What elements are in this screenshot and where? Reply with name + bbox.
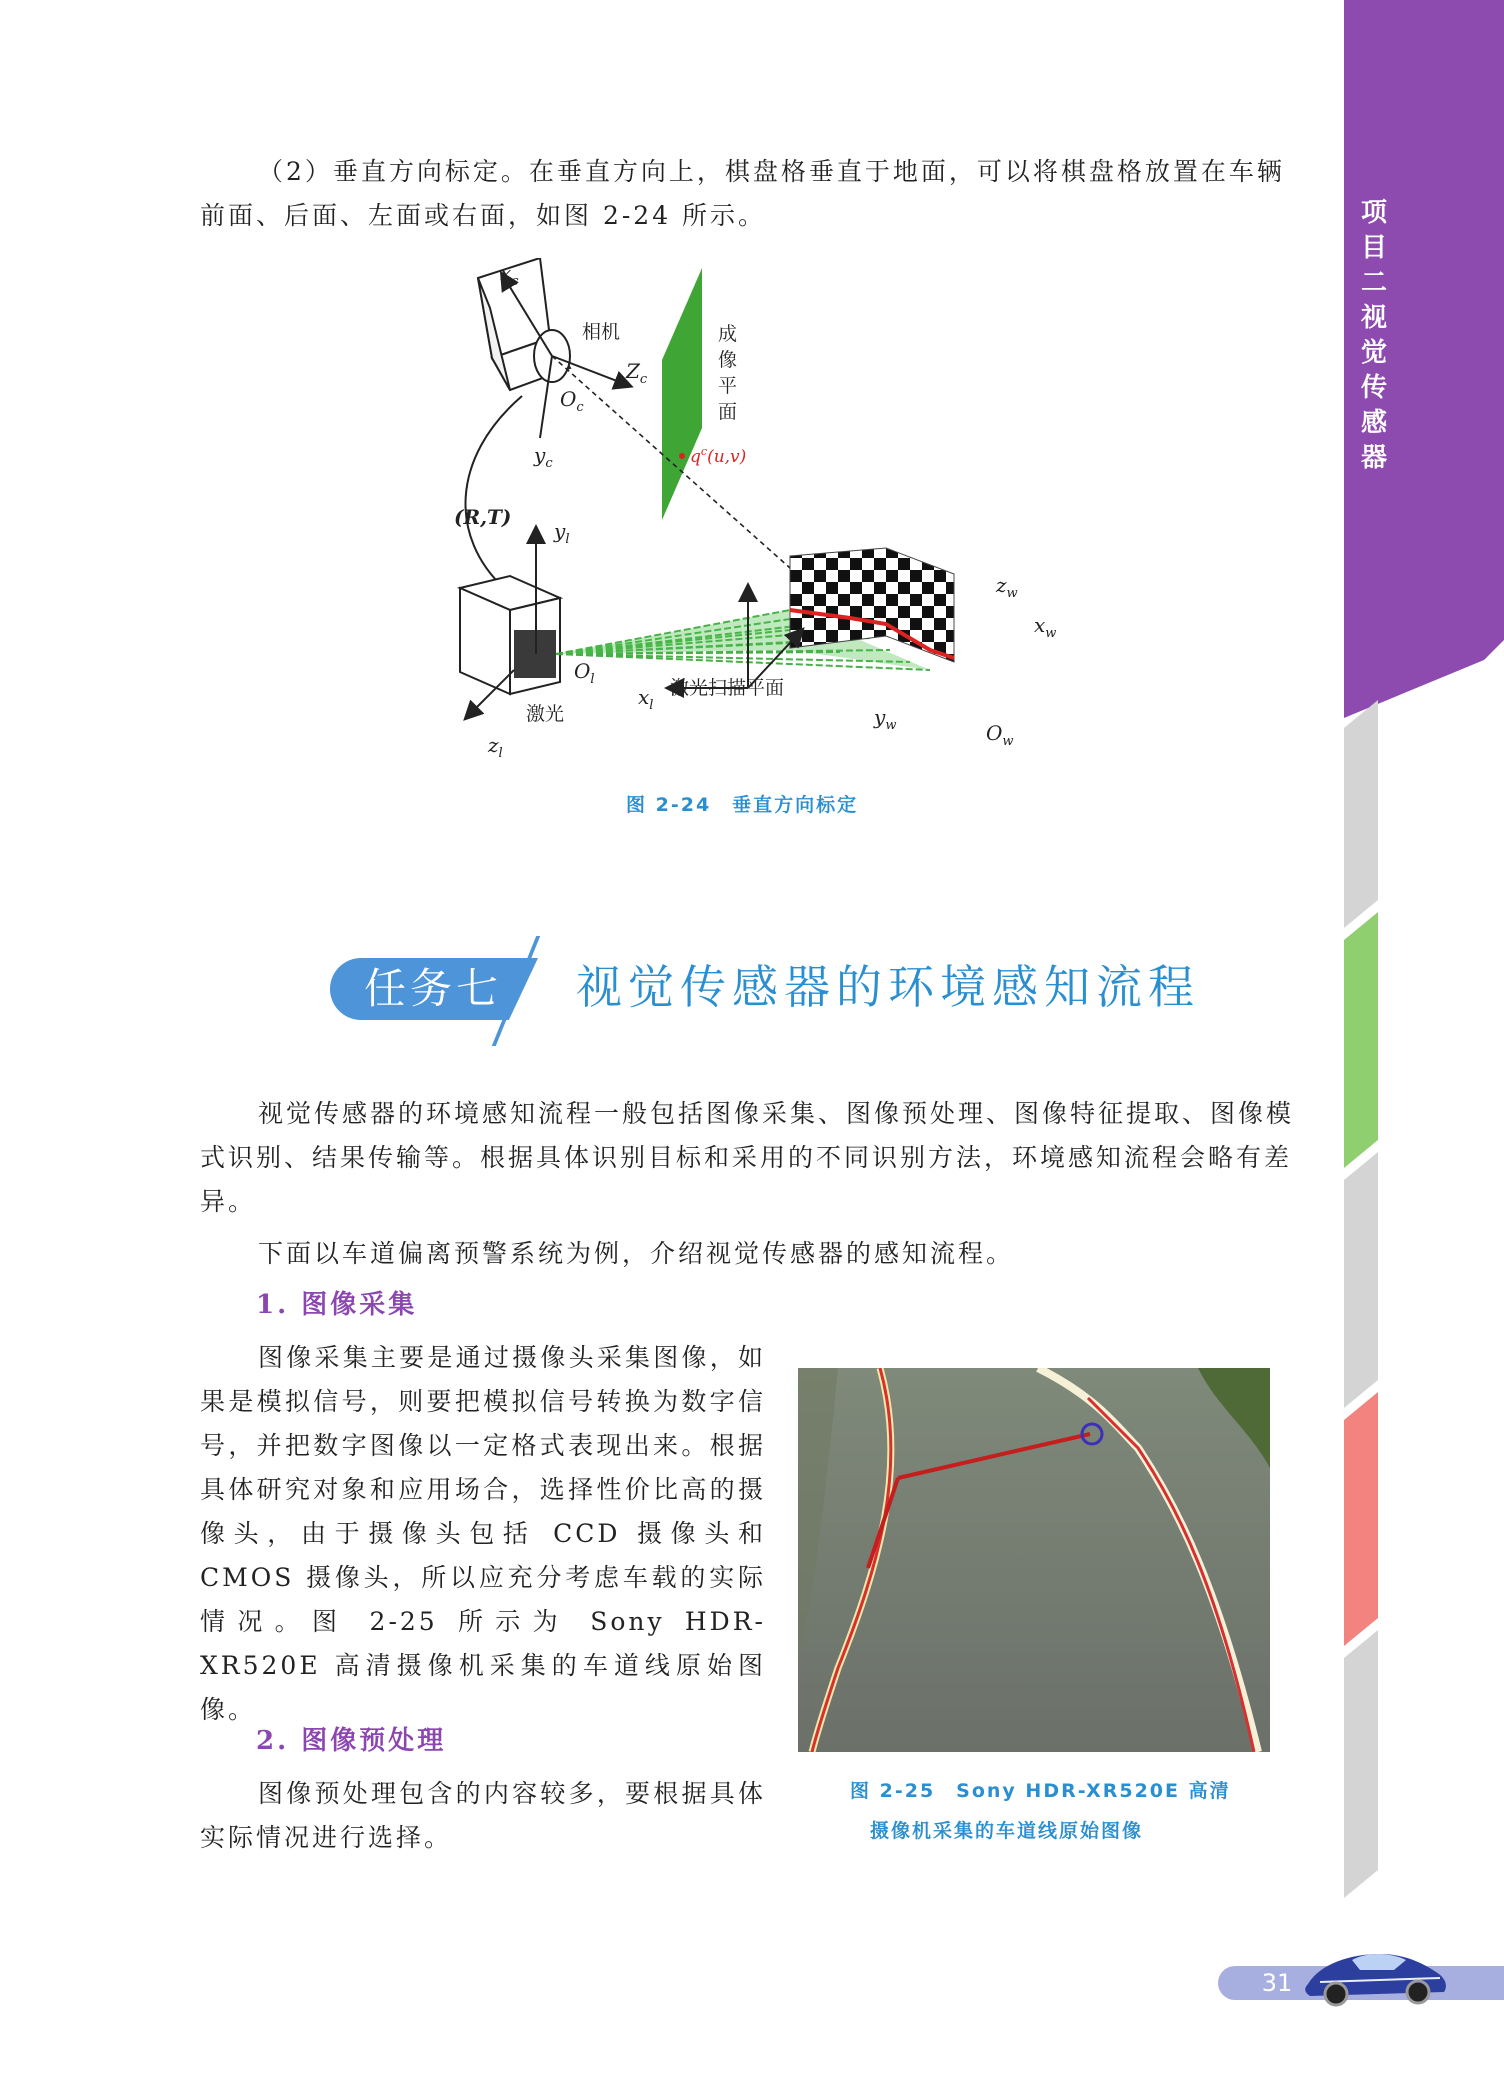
label-xl: $x_l$ [638,685,654,713]
step2-heading: 2. 图像预处理 [256,1726,447,1756]
label-xc: $x_c$ [500,261,519,289]
label-imaging-plane-2: 像 [718,349,738,371]
figure-2-25-caption-line1: 图 2-25 Sony HDR-XR520E 高清 [850,1780,1231,1802]
label-zw: $z_w$ [996,573,1018,601]
label-yw: $y_w$ [874,705,897,733]
checkerboard [790,548,954,662]
page-number: 31 [1261,1969,1293,1997]
label-yc: $y_c$ [534,443,553,471]
figure-2-25-caption-line2: 摄像机采集的车道线原始图像 [870,1820,1144,1842]
vertical-calibration-paragraph: （2）垂直方向标定。在垂直方向上，棋盘格垂直于地面，可以将棋盘格放置在车辆前面、后面、左面或右面，如图 2-24 所示。 [200,157,1285,230]
side-tab-green [1344,912,1378,1168]
label-rt: (R,T) [454,505,512,529]
task-title: 视觉传感器的环境感知流程 [576,960,1200,1014]
side-tab-gray-3 [1344,1630,1378,1898]
side-tab-label: 项目二 视觉传感器 [1360,198,1387,473]
label-ow: $O_w$ [986,721,1014,749]
side-tab-pink [1344,1392,1378,1646]
label-ol: $O_l$ [574,659,595,687]
intro-paragraph-1: 视觉传感器的环境感知流程一般包括图像采集、图像预处理、图像特征提取、图像模式识别、结果传输等。根据具体识别目标和采用的不同识别方法，环境感知流程会略有差异。 [200,1099,1295,1216]
label-scan-plane: 激光扫描平面 [670,677,785,699]
step1-heading: 1. 图像采集 [256,1290,418,1320]
label-zc: $Z_c$ [626,359,648,387]
label-zl: $z_l$ [488,733,503,761]
label-imaging-plane-3: 平 [718,375,738,397]
label-q-point: $q^c(u,v)$ [690,445,747,467]
label-xw: $x_w$ [1034,613,1057,641]
label-laser: 激光 [526,703,565,725]
label-oc: $O_c$ [560,387,584,415]
label-yl: $y_l$ [554,519,570,547]
lane-line-photo [798,1368,1270,1752]
task-badge-label: 任务七 [364,964,503,1013]
label-imaging-plane-1: 成 [718,323,738,345]
step1-body: 图像采集主要是通过摄像头采集图像，如果是模拟信号，则要把模拟信号转换为数字信号，并把数字图像以一定格式表现出来。根据具体研究对象和应用场合，选择性价比高的摄像头，由于摄像头包括 CCD 摄像头和 CMOS 摄像头，所以应充分考虑车载的实际情况。图 2-25 所示为 Sony HDR-XR520E 高清摄像机采集的车道线原始图像。 [200,1343,766,1724]
car-icon [1300,1938,1450,2010]
imaging-plane [662,268,702,520]
label-imaging-plane-4: 面 [718,401,738,423]
label-camera: 相机 [582,321,621,343]
laser-box [460,576,560,694]
figure-2-24-caption: 图 2-24 垂直方向标定 [626,794,859,816]
camera-box [478,258,570,390]
side-tab-gray-2 [1344,1152,1378,1408]
step2-body: 图像预处理包含的内容较多，要根据具体实际情况进行选择。 [200,1779,766,1852]
figure-2-24 [430,258,1070,768]
intro-paragraph-2: 下面以车道偏离预警系统为例，介绍视觉传感器的感知流程。 [258,1239,1015,1268]
side-tab-gray-1 [1344,700,1378,928]
